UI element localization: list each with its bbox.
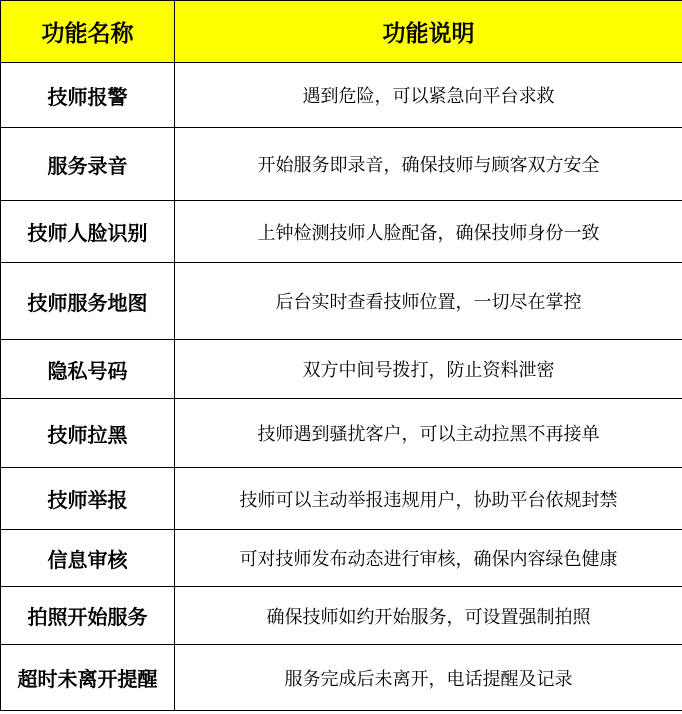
feature-name: 技师服务地图 xyxy=(1,263,175,340)
table-row xyxy=(1,468,682,530)
feature-description: 技师遇到骚扰客户，可以主动拉黑不再接单 xyxy=(175,399,682,468)
table-row xyxy=(1,587,682,645)
table-row xyxy=(1,645,682,711)
feature-name: 超时未离开提醒 xyxy=(1,645,175,711)
table-row xyxy=(1,399,682,468)
feature-name: 服务录音 xyxy=(1,128,175,201)
feature-description: 确保技师如约开始服务，可设置强制拍照 xyxy=(175,587,682,645)
feature-name: 技师拉黑 xyxy=(1,399,175,468)
table-row xyxy=(1,128,682,201)
feature-description: 遇到危险，可以紧急向平台求救 xyxy=(175,63,682,128)
feature-description: 可对技师发布动态进行审核，确保内容绿色健康 xyxy=(175,530,682,587)
feature-name: 拍照开始服务 xyxy=(1,587,175,645)
table-row xyxy=(1,263,682,340)
feature-description: 双方中间号拨打，防止资料泄密 xyxy=(175,340,682,399)
table-row xyxy=(1,63,682,128)
feature-name: 信息审核 xyxy=(1,530,175,587)
feature-description: 服务完成后未离开，电话提醒及记录 xyxy=(175,645,682,711)
feature-description: 开始服务即录音，确保技师与顾客双方安全 xyxy=(175,128,682,201)
table-row xyxy=(1,201,682,263)
feature-description: 上钟检测技师人脸配备，确保技师身份一致 xyxy=(175,201,682,263)
feature-name: 技师举报 xyxy=(1,468,175,530)
table-row xyxy=(1,530,682,587)
column-header-description: 功能说明 xyxy=(175,1,682,63)
header-row xyxy=(1,1,682,63)
feature-name: 隐私号码 xyxy=(1,340,175,399)
feature-description: 技师可以主动举报违规用户，协助平台依规封禁 xyxy=(175,468,682,530)
feature-description: 后台实时查看技师位置，一切尽在掌控 xyxy=(175,263,682,340)
column-header-name: 功能名称 xyxy=(1,1,175,63)
table-row xyxy=(1,340,682,399)
feature-name: 技师人脸识别 xyxy=(1,201,175,263)
feature-name: 技师报警 xyxy=(1,63,175,128)
